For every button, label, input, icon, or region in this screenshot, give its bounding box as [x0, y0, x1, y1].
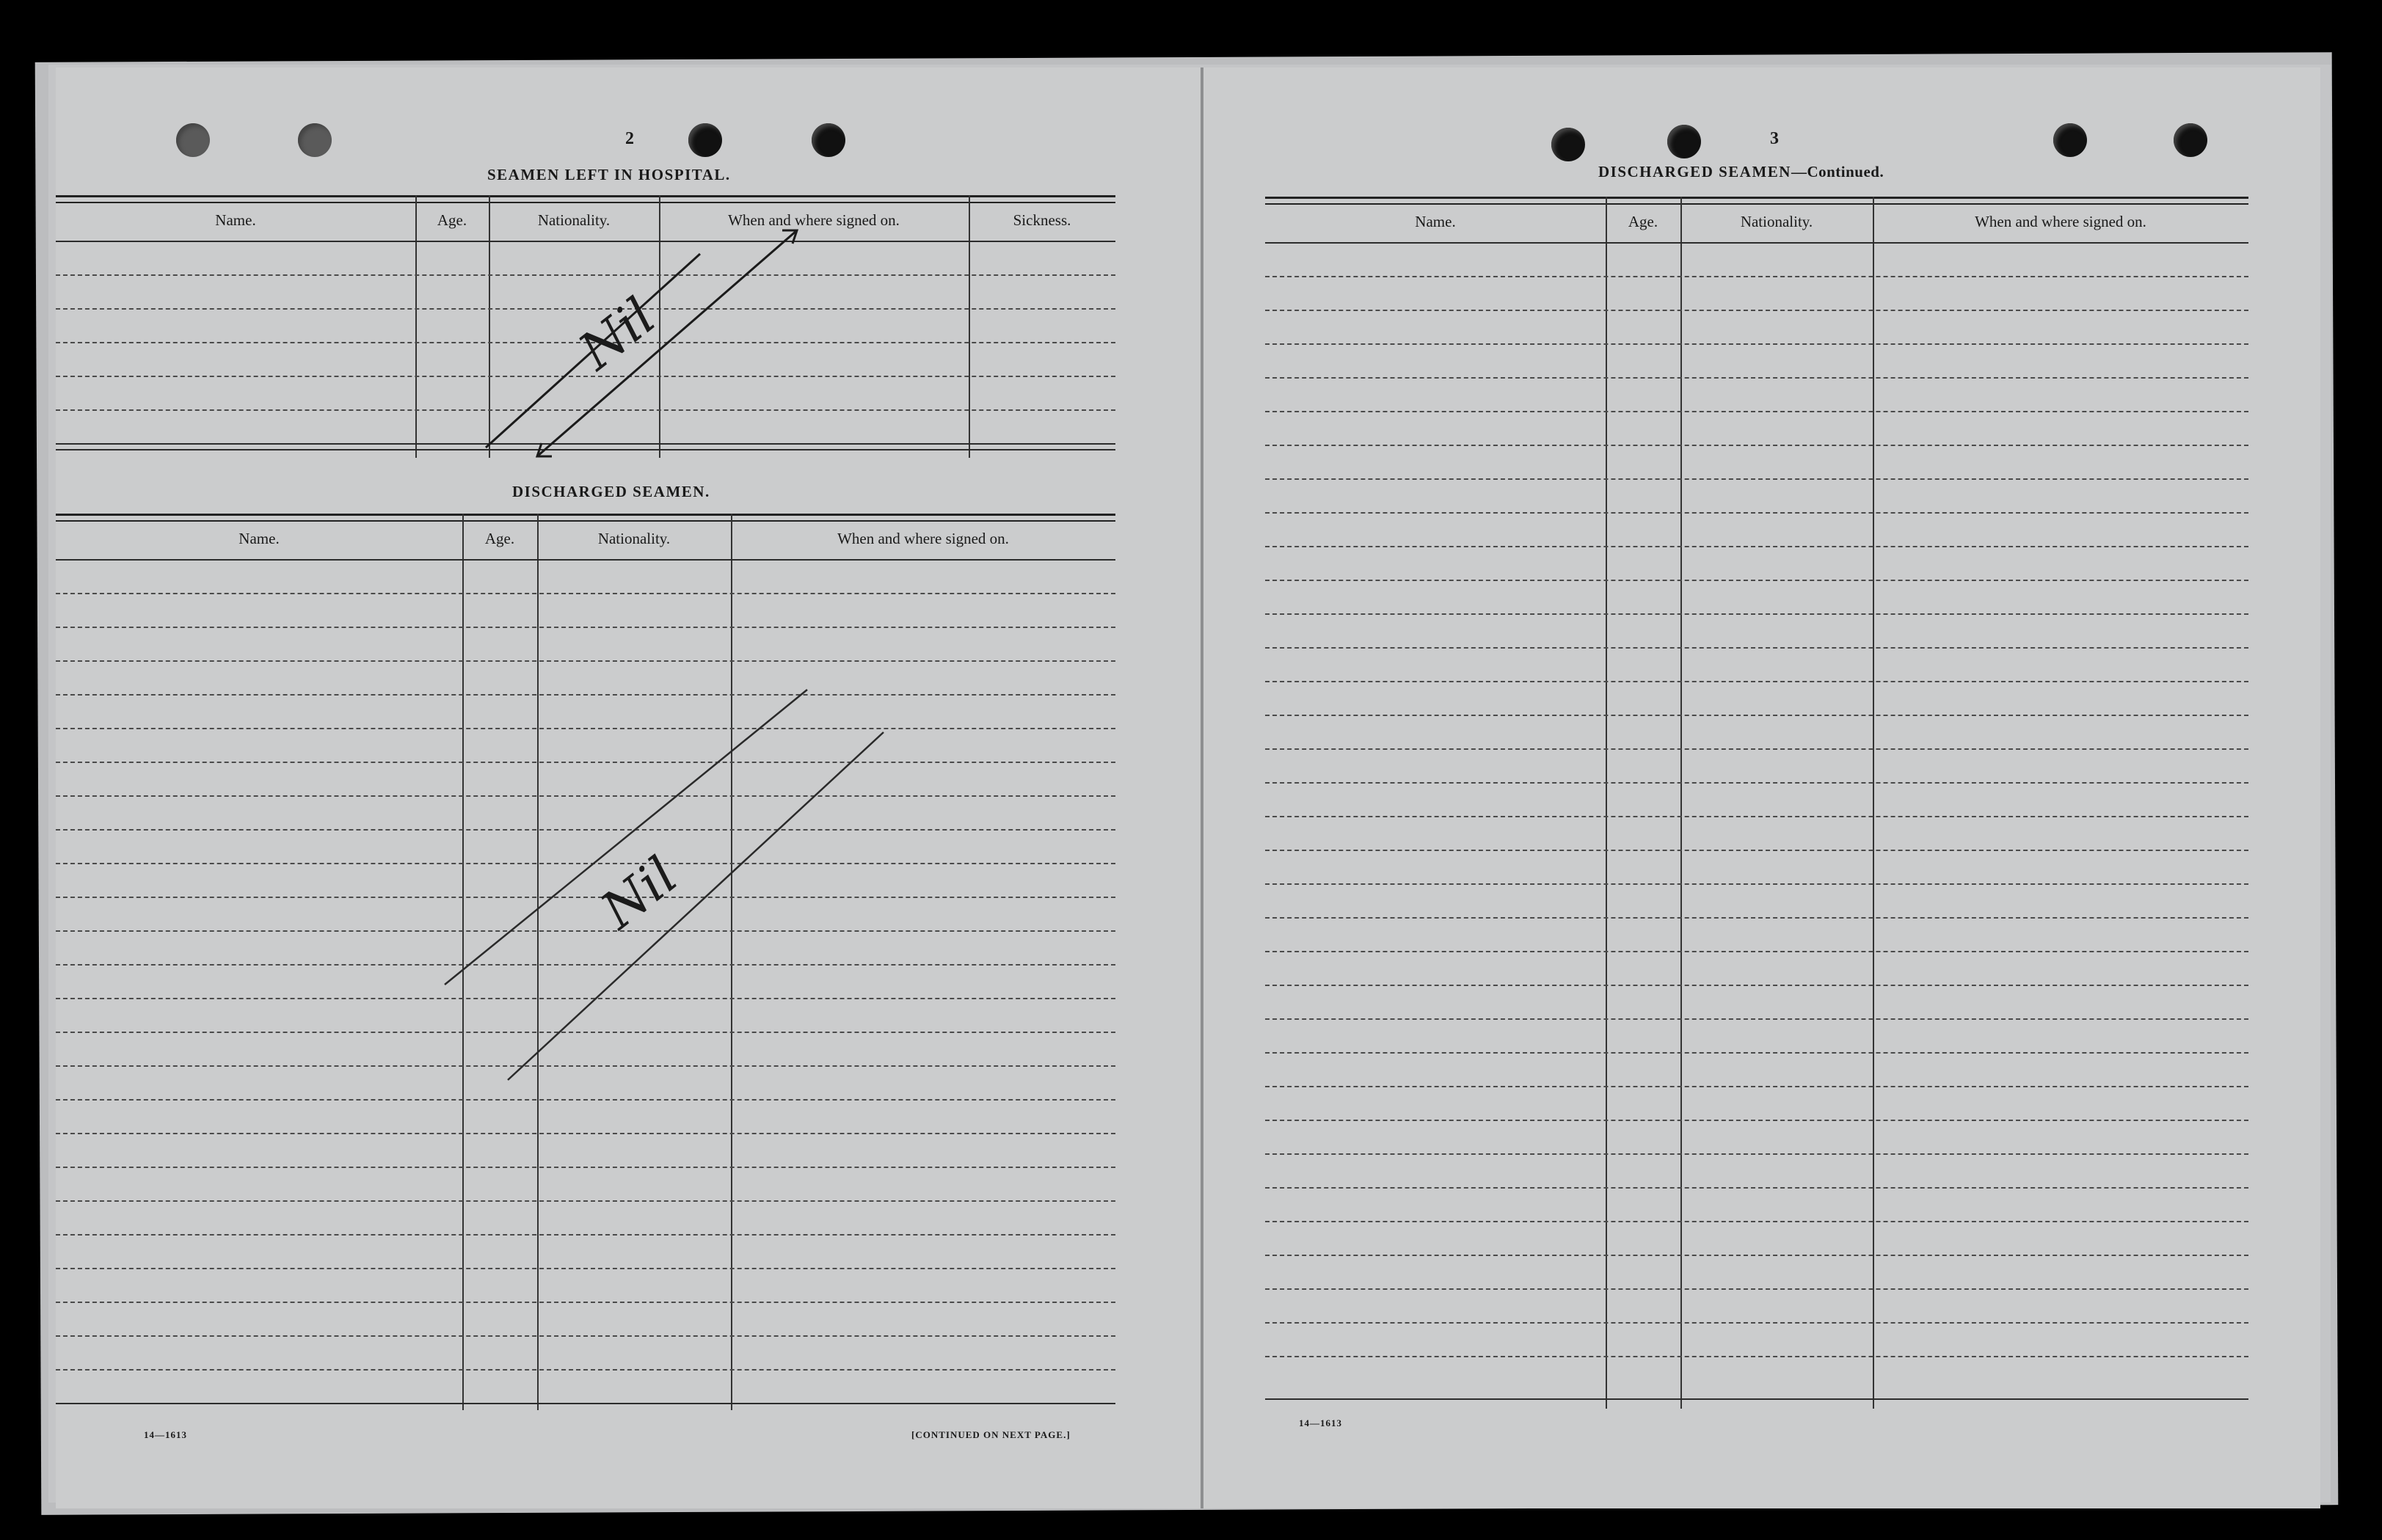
left-page — [56, 67, 1202, 1508]
form-number: 14—1613 — [144, 1429, 187, 1440]
column-header-name: Name. — [238, 530, 280, 547]
handwritten-strikethrough — [56, 67, 1202, 1508]
punch-hole — [1667, 125, 1701, 158]
column-header-nationality: Nationality. — [1740, 213, 1813, 230]
section-title-discharged-continued — [1598, 163, 1884, 181]
column-header-nationality: Nationality. — [537, 211, 611, 229]
discharged-continued-table — [1265, 197, 2248, 1409]
section-title-hospital: SEAMEN LEFT IN HOSPITAL. — [487, 166, 731, 183]
punch-hole — [2053, 123, 2087, 157]
column-header-age: Age. — [437, 211, 467, 229]
right-page — [1203, 67, 2320, 1508]
column-header-age: Age. — [484, 530, 515, 547]
page-number: 3 — [1770, 129, 1779, 148]
punch-hole — [1551, 128, 1585, 161]
section-title-suffix: —Continued. — [1791, 163, 1884, 180]
column-header-signed-on: When and where signed on. — [728, 211, 900, 229]
column-header-name: Name. — [215, 211, 256, 229]
column-header-nationality: Nationality. — [597, 530, 671, 547]
page-number: 2 — [625, 129, 634, 148]
column-header-signed-on: When and where signed on. — [1975, 213, 2146, 230]
column-header-sickness: Sickness. — [1013, 211, 1071, 229]
form-number: 14—1613 — [1299, 1417, 1342, 1428]
section-title-main: DISCHARGED SEAMEN — [1598, 163, 1791, 180]
column-header-age: Age. — [1628, 213, 1658, 230]
column-header-name: Name. — [1415, 213, 1456, 230]
column-header-signed-on: When and where signed on. — [837, 530, 1009, 547]
handwritten-annotation: Nil — [567, 286, 667, 382]
continued-note: [CONTINUED ON NEXT PAGE.] — [911, 1429, 1071, 1440]
handwritten-annotation: Nil — [589, 845, 689, 941]
punch-hole — [2174, 123, 2207, 157]
section-title-discharged: DISCHARGED SEAMEN. — [512, 483, 710, 500]
